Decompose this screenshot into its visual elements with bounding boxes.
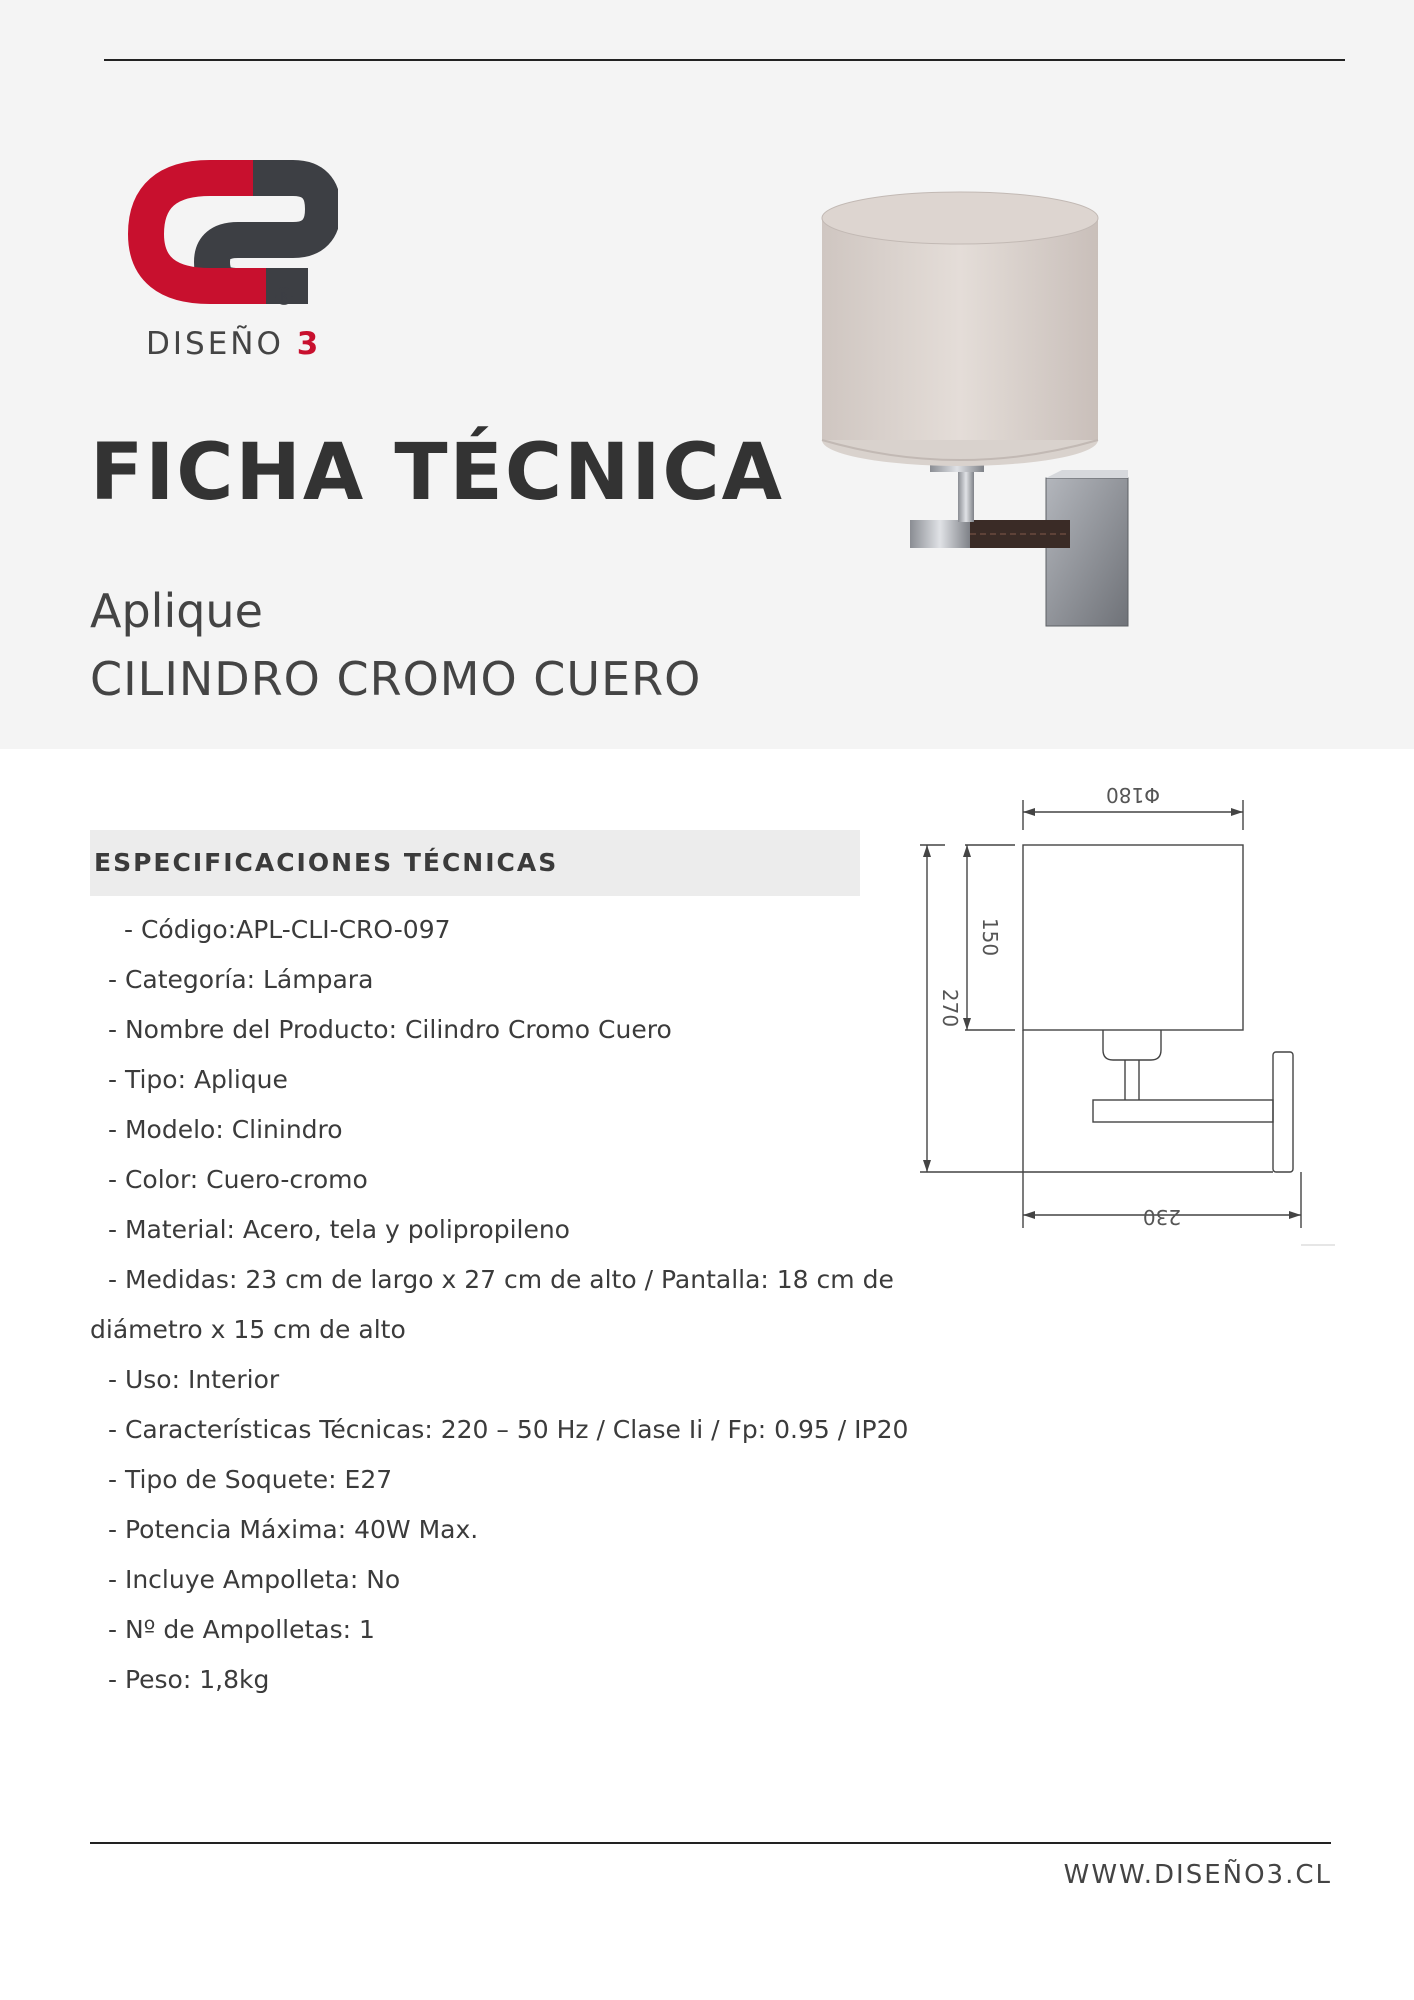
spec-product-name: - Nombre del Producto: Cilindro Cromo Cuero — [108, 1015, 672, 1044]
specs-heading-bar — [90, 830, 860, 896]
spec-bulb-included: - Incluye Ampolleta: No — [108, 1565, 401, 1594]
specs-heading: ESPECIFICACIONES TÉCNICAS — [94, 848, 559, 877]
diseno3-logo-icon — [128, 128, 338, 308]
spec-measures: - Medidas: 23 cm de largo x 27 cm de alto / Pantalla: 18 cm de diámetro x 15 cm de alto — [90, 1265, 894, 1344]
top-divider — [104, 59, 1345, 61]
dim-shade-height: 150 — [978, 917, 1002, 957]
spec-code: - Código:APL-CLI-CRO-097 — [124, 915, 451, 944]
spec-socket: - Tipo de Soquete: E27 — [108, 1465, 393, 1494]
dim-length: 230 — [1142, 1205, 1182, 1229]
spec-bulb-count: - Nº de Ampolletas: 1 — [108, 1615, 375, 1644]
product-name: CILINDRO CROMO CUERO — [90, 652, 702, 706]
spec-use: - Uso: Interior — [108, 1365, 280, 1394]
spec-list — [90, 905, 950, 1705]
spec-type: - Tipo: Aplique — [108, 1065, 288, 1094]
page-title: FICHA TÉCNICA — [90, 428, 784, 518]
spec-category: - Categoría: Lámpara — [108, 965, 374, 994]
brand-number: 3 — [296, 326, 322, 362]
spec-material: - Material: Acero, tela y polipropileno — [108, 1215, 570, 1244]
spec-weight: - Peso: 1,8kg — [108, 1665, 270, 1694]
dim-shade-diameter: Φ180 — [1106, 783, 1160, 807]
dim-total-height: 270 — [938, 988, 962, 1028]
website-link[interactable]: WWW.DISEÑO3.CL — [1063, 1860, 1332, 1890]
wall-lamp-photo — [810, 180, 1180, 630]
brand-wordmark — [146, 326, 321, 362]
spec-technical: - Características Técnicas: 220 – 50 Hz / Clase Ii / Fp: 0.95 / IP20 — [108, 1415, 909, 1444]
spec-power: - Potencia Máxima: 40W Max. — [108, 1515, 479, 1544]
bottom-divider — [90, 1842, 1331, 1844]
svg-text:R: R — [280, 290, 288, 303]
spec-model: - Modelo: Clinindro — [108, 1115, 343, 1144]
product-type: Aplique — [90, 584, 263, 638]
brand-name: DISEÑO — [146, 326, 284, 362]
dimension-drawing — [915, 780, 1335, 1250]
spec-color: - Color: Cuero-cromo — [108, 1165, 368, 1194]
